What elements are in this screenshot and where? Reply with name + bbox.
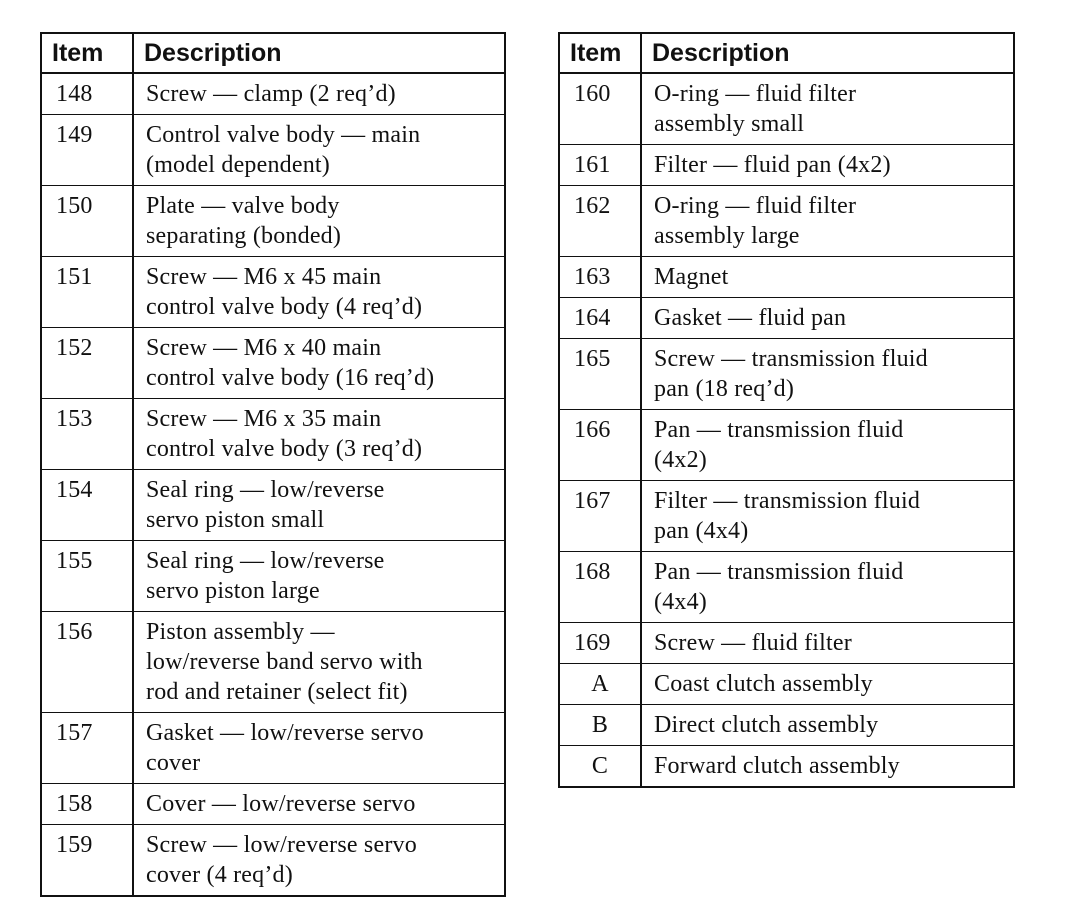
item-description-cell — [641, 145, 1014, 186]
table-row — [559, 664, 1014, 705]
item-description-cell — [641, 705, 1014, 746]
item-number: 155 — [41, 541, 133, 612]
item-column-header: Item — [559, 33, 641, 73]
item-number: 159 — [41, 825, 133, 897]
item-description: Seal ring — low/reverse servo piston large — [146, 548, 385, 604]
item-description: Screw — low/reverse servo cover (4 req’d) — [146, 832, 417, 888]
item-description-cell — [133, 541, 505, 612]
item-description-cell — [133, 784, 505, 825]
table-row — [41, 73, 505, 115]
item-number: 165 — [559, 339, 641, 410]
item-description: Screw — fluid filter — [654, 630, 852, 656]
item-number: 156 — [41, 612, 133, 713]
item-number: 160 — [559, 73, 641, 145]
item-number: 149 — [41, 115, 133, 186]
item-number: 148 — [41, 73, 133, 115]
item-description: Screw — M6 x 35 main control valve body (3 req’d) — [146, 406, 423, 462]
item-description: Screw — clamp (2 req’d) — [146, 81, 396, 107]
item-description: O-ring — fluid filter assembly small — [654, 81, 857, 137]
description-column-header: Description — [641, 33, 1014, 73]
table-row — [559, 746, 1014, 788]
table-row — [41, 825, 505, 897]
item-description: Magnet — [654, 264, 729, 290]
item-description-cell — [133, 612, 505, 713]
item-description: Gasket — low/reverse servo cover — [146, 720, 424, 776]
table-row — [41, 784, 505, 825]
table-row — [559, 298, 1014, 339]
item-description-cell — [133, 328, 505, 399]
item-description-cell — [641, 481, 1014, 552]
header-row — [41, 33, 505, 73]
item-number: 150 — [41, 186, 133, 257]
item-description: Pan — transmission fluid (4x4) — [654, 559, 904, 615]
item-description: Screw — M6 x 45 main control valve body (4 req’d) — [146, 264, 423, 320]
item-number: 152 — [41, 328, 133, 399]
item-description-cell — [641, 664, 1014, 705]
item-description-cell — [641, 552, 1014, 623]
item-description-cell — [641, 73, 1014, 145]
item-description: Seal ring — low/reverse servo piston small — [146, 477, 385, 533]
item-description: Filter — fluid pan (4x2) — [654, 152, 891, 178]
item-description: Gasket — fluid pan — [654, 305, 847, 331]
item-number: 154 — [41, 470, 133, 541]
item-number: 162 — [559, 186, 641, 257]
item-description-cell — [641, 257, 1014, 298]
description-column-header: Description — [133, 33, 505, 73]
table-row — [41, 541, 505, 612]
item-description-cell — [133, 257, 505, 328]
item-description: Forward clutch assembly — [654, 753, 900, 779]
item-number: 158 — [41, 784, 133, 825]
parts-table-left — [40, 32, 506, 897]
item-description-cell — [641, 623, 1014, 664]
item-number: B — [559, 705, 641, 746]
item-description-cell — [641, 410, 1014, 481]
parts-table-right — [558, 32, 1015, 788]
item-description-cell — [133, 825, 505, 897]
table-row — [41, 115, 505, 186]
item-column-header: Item — [41, 33, 133, 73]
item-description: Screw — transmission fluid pan (18 req’d) — [654, 346, 928, 402]
item-number: C — [559, 746, 641, 788]
table-row — [559, 257, 1014, 298]
item-description-cell — [133, 73, 505, 115]
item-number: 157 — [41, 713, 133, 784]
item-description: Piston assembly — low/reverse band servo with rod and retainer (select fit) — [146, 619, 423, 705]
item-description: Screw — M6 x 40 main control valve body (16 req’d) — [146, 335, 435, 391]
table-row — [559, 73, 1014, 145]
item-number: 168 — [559, 552, 641, 623]
item-description: Direct clutch assembly — [654, 712, 879, 738]
table-row — [41, 257, 505, 328]
table-row — [559, 705, 1014, 746]
item-description: Coast clutch assembly — [654, 671, 873, 697]
item-description: O-ring — fluid filter assembly large — [654, 193, 857, 249]
header-row — [559, 33, 1014, 73]
item-number: 161 — [559, 145, 641, 186]
item-description-cell — [641, 298, 1014, 339]
item-description-cell — [133, 186, 505, 257]
item-number: 169 — [559, 623, 641, 664]
item-description: Cover — low/reverse servo — [146, 791, 416, 817]
table-row — [41, 470, 505, 541]
item-description-cell — [133, 399, 505, 470]
item-number: 166 — [559, 410, 641, 481]
table-row — [559, 552, 1014, 623]
item-description-cell — [641, 186, 1014, 257]
item-description: Pan — transmission fluid (4x2) — [654, 417, 904, 473]
table-row — [559, 186, 1014, 257]
item-description-cell — [133, 115, 505, 186]
table-row — [41, 713, 505, 784]
table-row — [559, 623, 1014, 664]
item-description: Filter — transmission fluid pan (4x4) — [654, 488, 921, 544]
item-description-cell — [133, 470, 505, 541]
item-description: Control valve body — main (model dependent) — [146, 122, 421, 178]
table-row — [559, 339, 1014, 410]
item-description-cell — [641, 746, 1014, 788]
table-row — [41, 186, 505, 257]
item-number: A — [559, 664, 641, 705]
item-number: 151 — [41, 257, 133, 328]
item-number: 164 — [559, 298, 641, 339]
table-row — [41, 399, 505, 470]
item-number: 163 — [559, 257, 641, 298]
table-row — [559, 145, 1014, 186]
table-row — [41, 328, 505, 399]
item-description-cell — [641, 339, 1014, 410]
table-row — [559, 481, 1014, 552]
item-description-cell — [133, 713, 505, 784]
item-number: 167 — [559, 481, 641, 552]
table-row — [559, 410, 1014, 481]
table-row — [41, 612, 505, 713]
item-description: Plate — valve body separating (bonded) — [146, 193, 342, 249]
item-number: 153 — [41, 399, 133, 470]
